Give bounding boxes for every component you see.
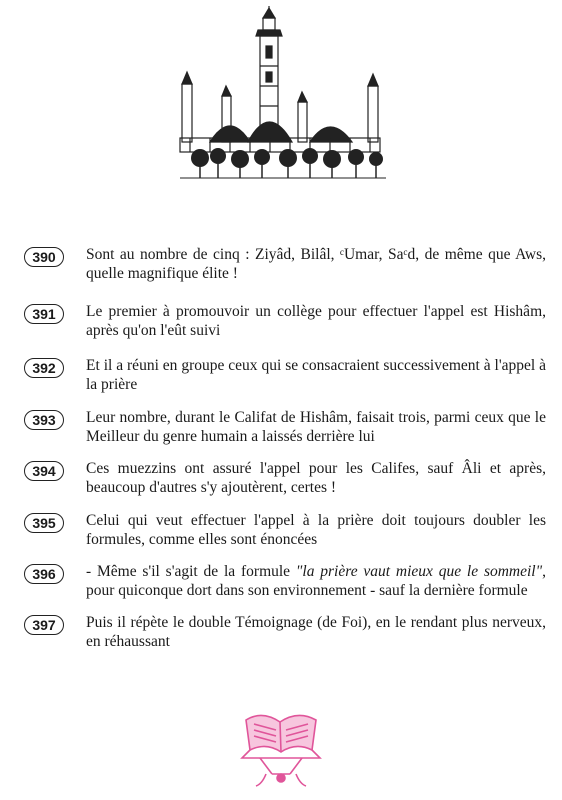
verse-number-badge: 392 [24, 358, 64, 378]
verse-text: Le premier à promouvoir un collège pour effectuer l'appel est Hishâm, après qu'on l'eût suivi [86, 303, 546, 339]
verse-number-badge: 391 [24, 304, 64, 324]
verse-text-before: - Même s'il s'agit de la formule [86, 563, 296, 580]
verse-number-badge: 393 [24, 410, 64, 430]
verse-number-badge: 395 [24, 513, 64, 533]
verse-text: Ces muezzins ont assuré l'appel pour les Califes, sauf Âli et après, beaucoup d'autres s'y ajoutèrent, certes ! [86, 460, 546, 496]
verse-number-badge: 396 [24, 564, 64, 584]
verse-number-badge: 394 [24, 461, 64, 481]
verse-text: Leur nombre, durant le Califat de Hishâm, faisait trois, parmi ceux que le Meilleur du genre humain a laissés derrière lui [86, 409, 546, 445]
verse-number-badge: 397 [24, 615, 64, 635]
verse-text-after: , pour quiconque dort dans son environnement - sauf la dernière formule [86, 563, 546, 599]
quran-on-stand-icon [236, 700, 326, 790]
verse-text: Sont au nombre de cinq : Ziyâd, Bilâl, ᶜUmar, Saᶜd, de même que Aws, quelle magnifique élite ! [86, 246, 546, 282]
verse-text: Et il a réuni en groupe ceux qui se consacraient successivement à l'appel à la prière [86, 357, 546, 393]
verse-quote-italic: "la prière vaut mieux que le sommeil" [295, 563, 543, 580]
verse-text: Puis il répète le double Témoignage (de Foi), en le rendant plus nerveux, en réhaussant [86, 614, 546, 650]
mosque-illustration-icon [170, 6, 400, 186]
verse-text: Celui qui veut effectuer l'appel à la prière doit toujours doubler les formules, comme elles sont énoncées [86, 512, 546, 548]
verse-text [86, 562, 546, 600]
verse-number-badge: 390 [24, 247, 64, 267]
